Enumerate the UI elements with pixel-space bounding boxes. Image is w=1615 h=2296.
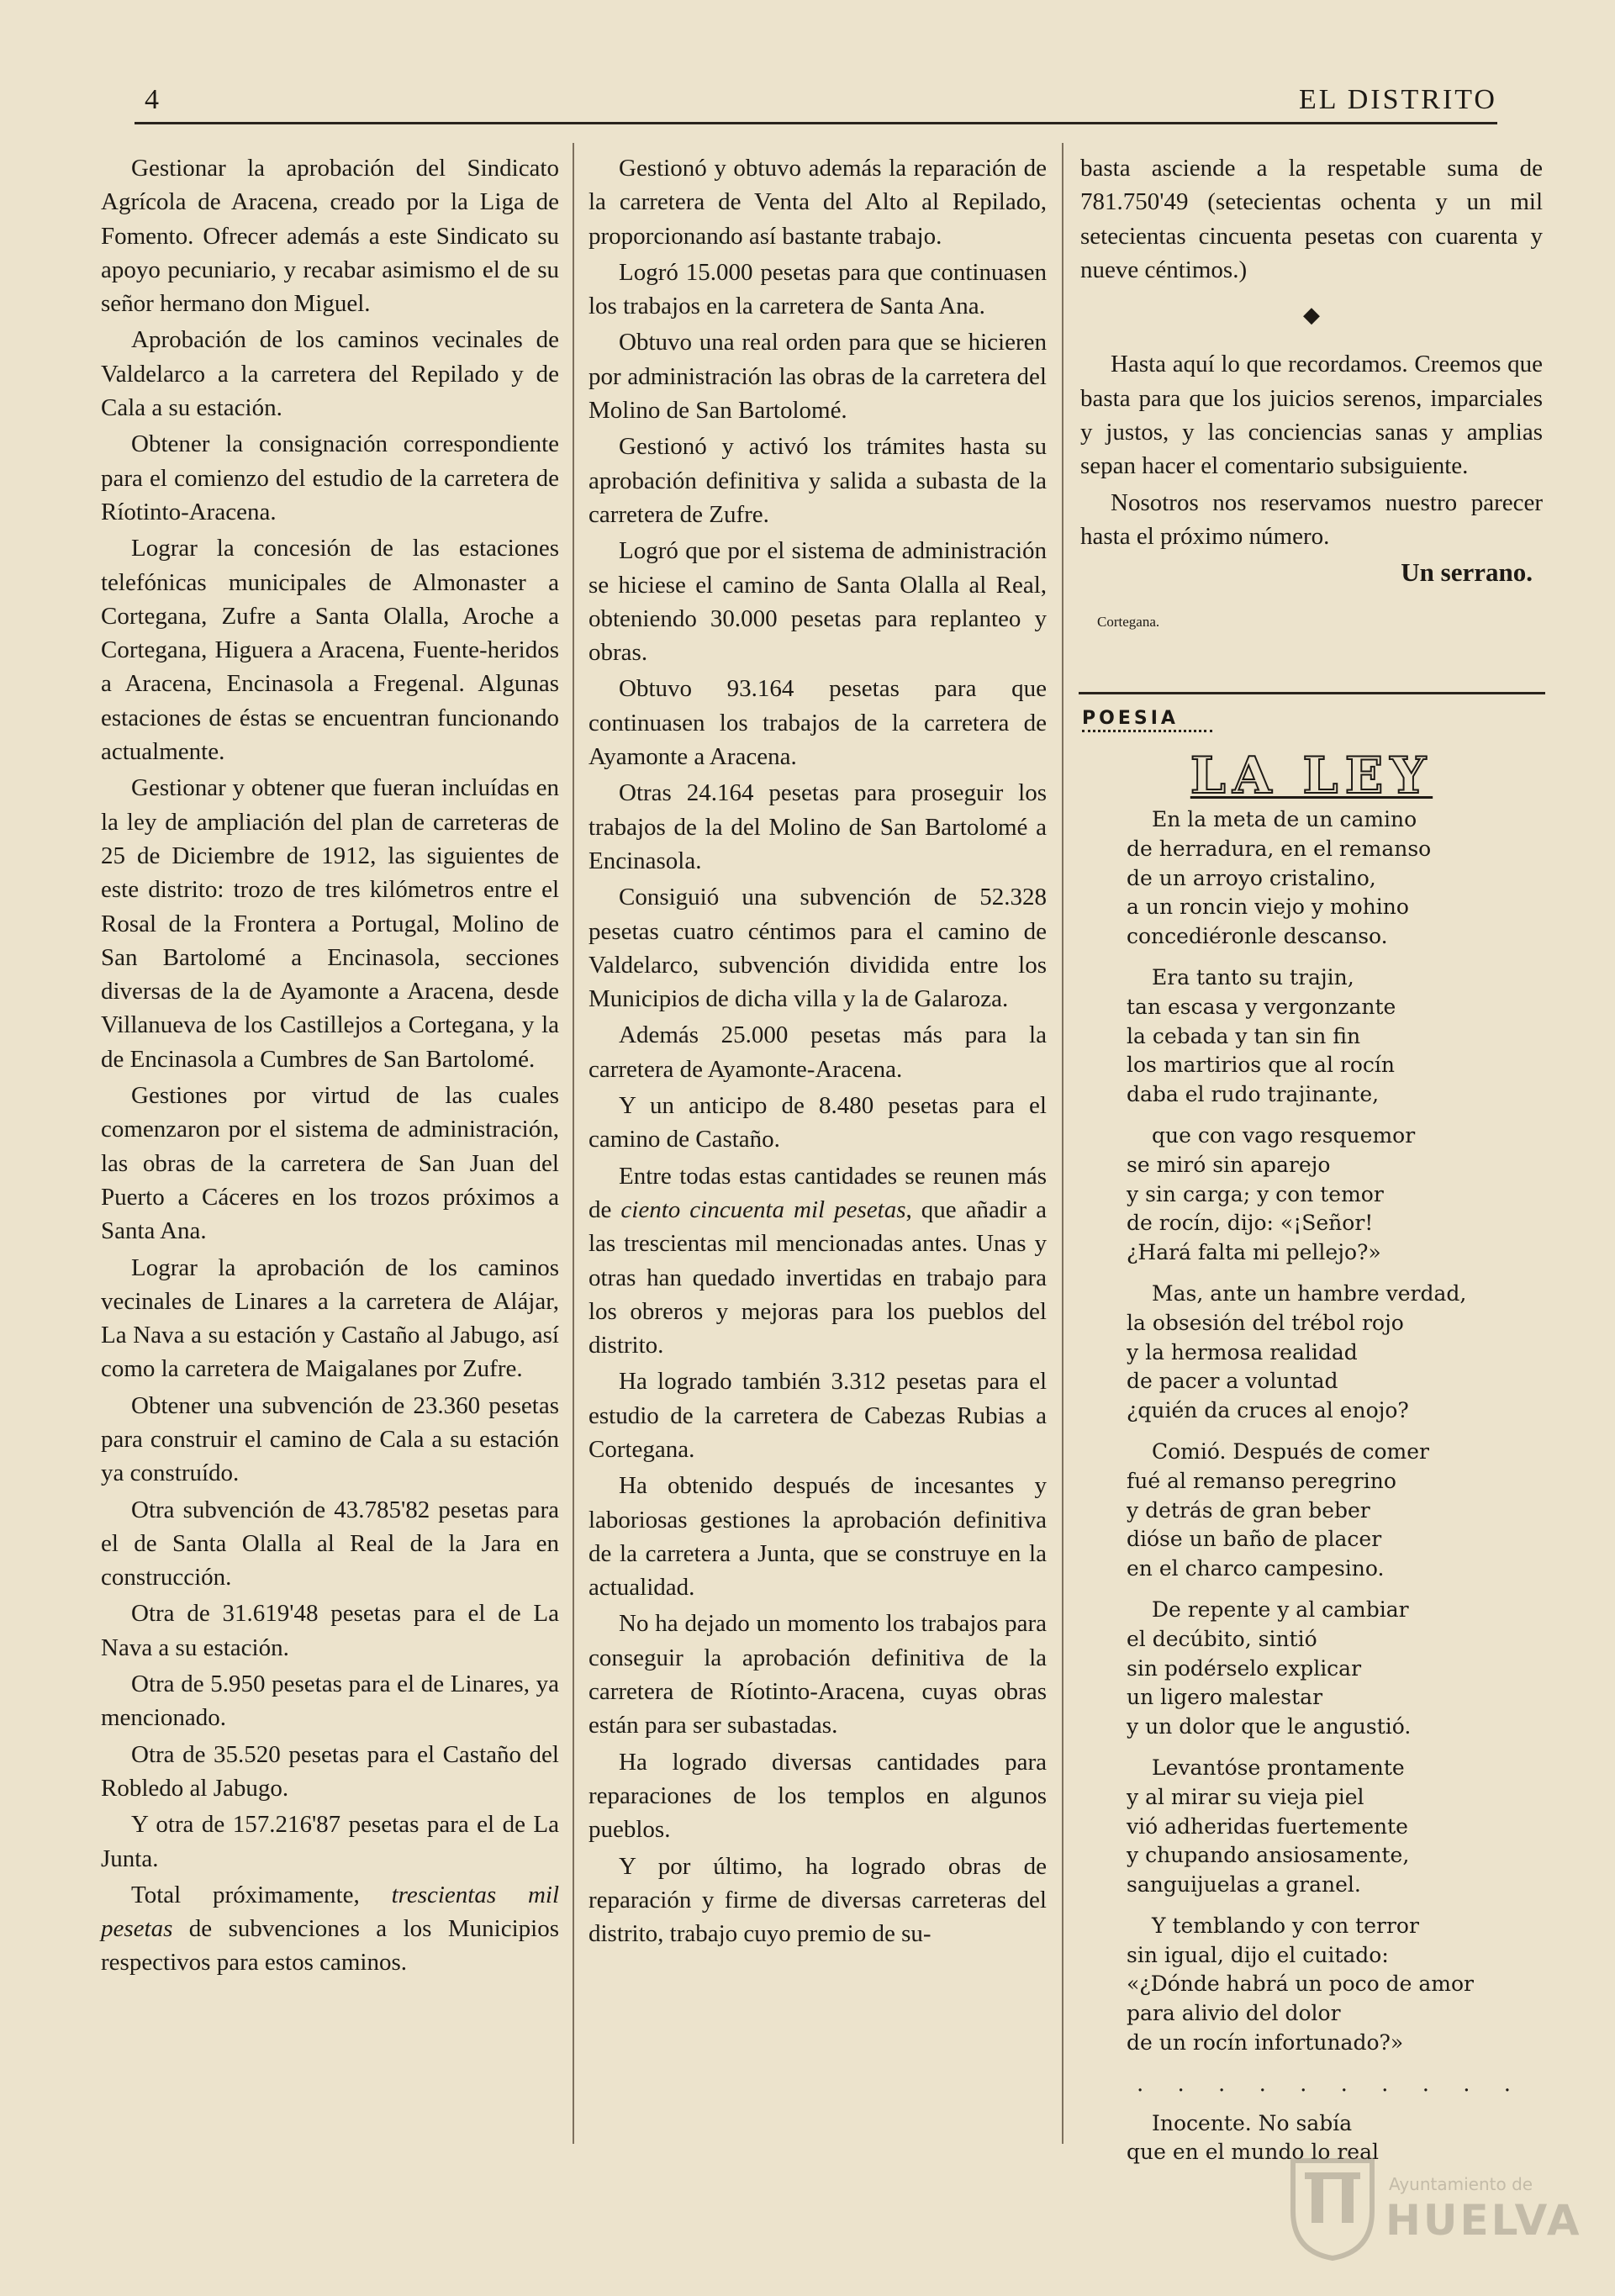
poem-line: De repente y al cambiar — [1152, 1597, 1409, 1622]
paragraph: Ha logrado también 3.312 pesetas para el estudio de la carretera de Cabezas Rubias a Cortegana. — [588, 1368, 1047, 1463]
paragraph: Ha logrado diversas cantidades para reparaciones de los templos en algunos pueblos. — [588, 1748, 1047, 1844]
text-run: Total próximamente, — [131, 1881, 392, 1908]
poem-line: y la hermosa realidad — [1127, 1339, 1358, 1364]
poem-line: que en el mundo lo real — [1127, 2140, 1379, 2165]
poem-line: concediéronle descanso. — [1127, 924, 1388, 949]
poem-stanza — [1127, 1912, 1524, 2058]
paragraph: Otras 24.164 pesetas para proseguir los trabajos de la del Molino de San Bartolomé a Encinasola. — [588, 779, 1047, 874]
header-rule — [135, 122, 1497, 124]
poem-line: Inocente. No sabía — [1152, 2110, 1353, 2135]
paragraph: Obtuvo 93.164 pesetas para que continuasen los trabajos de la carretera de Ayamonte a Aracena. — [588, 675, 1047, 771]
poem-line: tan escasa y vergonzante — [1127, 994, 1396, 1019]
paragraph: Gestiones por virtud de las cuales comenzaron por el sistema de administración, las obras de la carretera de San Juan del Puerto a Cáceres en los trozos próximos a Santa Ana. — [101, 1082, 559, 1245]
emphasis: trescientas mil pesetas — [101, 1881, 559, 1943]
poem-line: Comió. Después de comer — [1152, 1438, 1429, 1464]
page-header — [135, 84, 1497, 119]
section-dotted-rule — [1082, 730, 1212, 732]
text-run: de subvenciones a los Municipios respectivos para estos caminos. — [101, 1915, 559, 1977]
poem-line: dióse un baño de placer — [1127, 1527, 1382, 1552]
poem-line: y sin carga; y con temor — [1127, 1181, 1384, 1206]
paragraph: Nosotros nos reservamos nuestro parecer hasta el próximo número. — [1080, 488, 1543, 550]
poem — [1127, 805, 1524, 2179]
paragraph: Lograr la aprobación de los caminos vecinales de Linares a la carretera de Alájar, La Nava a su estación y Castaño al Jabugo, así como la carretera de Maigalanes por Zufre. — [101, 1254, 559, 1383]
paragraph: Hasta aquí lo que recordamos. Creemos que basta para que los juicios serenos, imparciales y justos, y las conciencias sanas y amplias sepan hacer el comentario subsiguiente. — [1080, 351, 1543, 480]
poem-line: en el charco campesino. — [1127, 1556, 1385, 1581]
poem-stanza — [1127, 1754, 1524, 1900]
poem-stanza — [1127, 1438, 1524, 1584]
poem-line: y detrás de gran beber — [1127, 1497, 1370, 1523]
paragraph: Obtener la consignación correspondiente para el comienzo del estudio de la carretera de Ríotinto-Aracena. — [101, 430, 559, 525]
paragraph: Y otra de 157.216'87 pesetas para el de La Junta. — [101, 1811, 559, 1872]
coat-of-arms-icon — [1286, 2152, 1379, 2262]
column-divider — [1062, 143, 1063, 2144]
text-run: , que añadir a las trescientas mil mencionadas antes. Unas y otras han quedado invertidas en trabajo para los obreros y mejoras para los pueblos del distrito. — [588, 1196, 1048, 1359]
poem-line: se miró sin aparejo — [1127, 1152, 1331, 1177]
poem-line: que con vago resquemor — [1152, 1122, 1416, 1148]
poem-line: daba el rudo trajinante, — [1127, 1082, 1380, 1107]
paragraph: Gestionar la aprobación del Sindicato Agrícola de Aracena, creado por la Liga de Fomento. Ofrecer además a este Sindicato su apoyo pecuniario, y recabar asimismo el de su señor hermano don Miguel. — [101, 155, 559, 318]
poem-line: de un arroyo cristalino, — [1127, 865, 1376, 890]
place-name: Cortegana. — [1097, 613, 1160, 630]
paragraph: Otra de 35.520 pesetas para el Castaño del Robledo al Jabugo. — [101, 1740, 559, 1802]
poem-line: Levantóse prontamente — [1152, 1755, 1405, 1780]
poem-line: la cebada y tan sin fin — [1127, 1023, 1361, 1048]
paragraph: Gestionó y activó los trámites hasta su aprobación definitiva y salida a subasta de la carretera de Zufre. — [588, 433, 1047, 528]
paragraph: Ha obtenido después de incesantes y laboriosas gestiones la aprobación definitiva de la carretera a Junta, que se construye en la actualidad. — [588, 1472, 1047, 1602]
poem-line: Mas, ante un hambre verdad, — [1152, 1280, 1467, 1306]
poem-line: ¿Hará falta mi pellejo?» — [1127, 1240, 1381, 1265]
poem-stanza — [1127, 1596, 1524, 1742]
poem-line: fué al remanso peregrino — [1127, 1468, 1396, 1493]
poem-line: el decúbito, sintió — [1127, 1626, 1317, 1651]
archive-watermark — [1286, 2152, 1582, 2262]
poem-line: la obsesión del trébol rojo — [1127, 1310, 1404, 1335]
poem-line: vió adheridas fuertemente — [1127, 1813, 1408, 1839]
poem-line: Y temblando y con terror — [1152, 1913, 1419, 1938]
poem-title: LA LEY — [1190, 747, 1433, 805]
paragraph: Logró que por el sistema de administración se hiciese el camino de Santa Olalla al Real, obteniendo 30.000 pesetas para replanteo y obras. — [588, 537, 1047, 667]
paragraph: Lograr la concesión de las estaciones telefónicas municipales de Almonaster a Cortegana, Zufre a Santa Olalla, Aroche a Cortegana, Higuera a Aracena, Fuente-heridos a Aracena, Encinasola a Fregenal. Algunas estaciones de éstas se encuentran funcionando actualmente. — [101, 535, 559, 766]
poem-line: sanguijuelas a granel. — [1127, 1872, 1361, 1897]
paragraph: Obtuvo una real orden para que se hicieren por administración las obras de la carretera del Molino de San Bartolomé. — [588, 329, 1047, 425]
column-3 — [1080, 151, 1543, 639]
column-divider — [573, 143, 574, 2144]
poem-stanza — [1127, 1280, 1524, 1426]
poem-line: sin podérselo explicar — [1127, 1655, 1362, 1681]
poem-stanza — [1127, 963, 1524, 1110]
poem-stanza — [1127, 805, 1524, 952]
diamond-ornament-icon: ◆ — [1303, 303, 1320, 328]
paragraph: Consiguió una subvención de 52.328 pesetas cuatro céntimos para el camino de Valdelarco, subvención dividida entre los Municipios de dicha villa y la de Galaroza. — [588, 884, 1047, 1013]
paragraph: Y un anticipo de 8.480 pesetas para el camino de Castaño. — [588, 1092, 1047, 1153]
poem-line: y un dolor que le angustió. — [1127, 1714, 1412, 1739]
page-number: 4 — [145, 84, 159, 115]
paragraph: Y por último, ha logrado obras de reparación y firme de diversas carreteras del distrito, trabajo cuyo premio de su- — [588, 1852, 1047, 1948]
paragraph: Otra de 31.619'48 pesetas para el de La Nava a su estación. — [101, 1600, 559, 1661]
poem-ellipsis: . . . . . . . . . . — [1137, 2071, 1525, 2097]
column-1 — [101, 151, 559, 1982]
watermark-logo-text: HUELVA — [1385, 2196, 1582, 2245]
poem-line: Era tanto su trajin, — [1152, 964, 1354, 990]
poem-line: de un rocín infortunado?» — [1127, 2030, 1404, 2056]
paragraph: Obtener una subvención de 23.360 pesetas para construir el camino de Cala a su estación ya construído. — [101, 1391, 559, 1487]
summary-paragraph — [588, 1159, 1047, 1363]
section-label: POESIA — [1082, 708, 1179, 729]
poem-line: los martirios que al rocín — [1127, 1053, 1395, 1078]
text-run: Entre todas estas cantidades se reunen más de — [588, 1162, 1047, 1223]
poem-line: para alivio del dolor — [1127, 2001, 1341, 2026]
continuation-paragraph: basta asciende a la respetable suma de 781.750'49 (setecientas ochenta y un mil setecientas cincuenta pesetas con cuarenta y nueve céntimos.) — [1080, 155, 1543, 283]
paragraph: Logró 15.000 pesetas para que continuasen los trabajos en la carretera de Santa Ana. — [588, 258, 1047, 320]
poem-line: «¿Dónde habrá un poco de amor — [1127, 1971, 1475, 1997]
paragraph: Aprobación de los caminos vecinales de Valdelarco a la carretera del Repilado y de Cala a su estación. — [101, 326, 559, 422]
poem-line: de rocín, dijo: «¡Señor! — [1127, 1211, 1374, 1236]
poem-line: sin igual, dijo el cuitado: — [1127, 1942, 1389, 1967]
emphasis: ciento cincuenta mil pesetas — [620, 1196, 906, 1223]
newspaper-title: EL DISTRITO — [1298, 84, 1497, 115]
signature: Un serrano. — [1401, 557, 1533, 588]
paragraph: Gestionar y obtener que fueran incluídas en la ley de ampliación del plan de carreteras de 25 de Diciembre de 1912, las siguientes de este distrito: trozo de tres kilómetros entre el Rosal de la Frontera a Portugal, Molino de San Bartolomé a Encinasola, secciones diversas de la de Ayamonte a Aracena, desde Villanueva de los Castillejos a Cortegana, y la de Encinasola a Cumbres de San Bartolomé. — [101, 774, 559, 1073]
poem-stanza — [1127, 1122, 1524, 1268]
poem-line: a un roncin viejo y mohino — [1127, 895, 1409, 920]
paragraph: No ha dejado un momento los trabajos para conseguir la aprobación definitiva de la carretera de Ríotinto-Aracena, cuyas obras están para ser subastadas. — [588, 1610, 1047, 1739]
total-paragraph — [101, 1878, 559, 1980]
poem-line: En la meta de un camino — [1152, 807, 1417, 831]
poem-line: de pacer a voluntad — [1127, 1369, 1338, 1394]
poem-line: y al mirar su vieja piel — [1127, 1784, 1364, 1809]
section-rule — [1079, 692, 1545, 694]
paragraph: Otra subvención de 43.785'82 pesetas para el de Santa Olalla al Real de la Jara en construcción. — [101, 1496, 559, 1591]
column-2 — [588, 151, 1047, 1953]
paragraph: Gestionó y obtuvo además la reparación de la carretera de Venta del Alto al Repilado, proporcionando así bastante trabajo. — [588, 155, 1047, 250]
poem-line: ¿quién da cruces al enojo? — [1127, 1398, 1409, 1423]
watermark-line: Ayuntamiento de — [1389, 2174, 1533, 2194]
paragraph: Otra de 5.950 pesetas para el de Linares, ya mencionado. — [101, 1671, 559, 1732]
poem-line: un ligero malestar — [1127, 1685, 1323, 1710]
paragraph: Además 25.000 pesetas más para la carretera de Ayamonte-Aracena. — [588, 1021, 1047, 1083]
poem-line: de herradura, en el remanso — [1127, 836, 1432, 861]
poem-line: y chupando ansiosamente, — [1127, 1843, 1410, 1868]
